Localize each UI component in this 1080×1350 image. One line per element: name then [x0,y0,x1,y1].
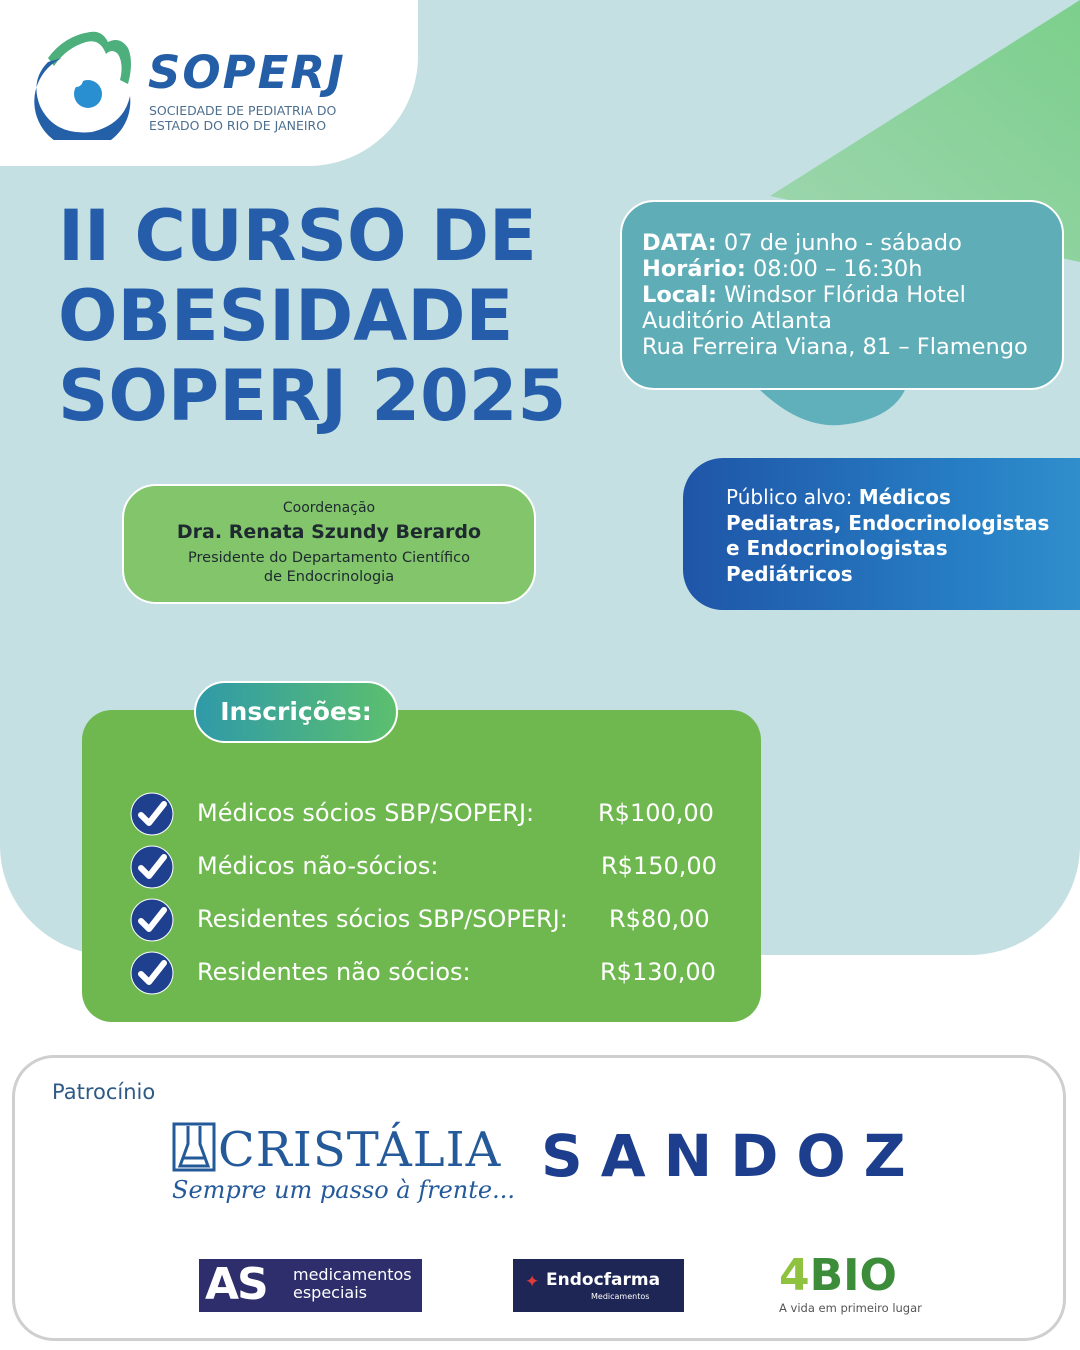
audience-line2 [726,511,1080,537]
time-line [642,256,1062,282]
star-icon: ✦ [525,1272,540,1292]
time-value: 08:00 – 16:30h [745,256,923,282]
checkmark-icon [130,898,174,942]
checkmark-icon [130,792,174,836]
date-value: 07 de junho - sábado [716,230,962,256]
logo-subtitle-line2: ESTADO DO RIO DE JANEIRO [149,118,327,133]
4bio-letters: BIO [809,1250,897,1301]
course-title-line2: OBESIDADE [58,275,514,357]
checkmark-icon [130,845,174,889]
endocfarma-sub: Medicamentos [591,1292,650,1301]
place-line3: Rua Ferreira Viana, 81 – Flamengo [642,334,1028,360]
date-key: DATA: [642,230,717,256]
soperj-logo-wordmark: SOPERJ [148,46,346,99]
audience-line3 [726,536,1080,562]
registration-label: Residentes sócios SBP/SOPERJ: [197,905,568,933]
target-audience-box [683,458,1080,610]
sandoz-logo: SANDOZ [541,1122,924,1190]
checkmark-icon [130,951,174,995]
coordinator-role [124,549,534,587]
4bio-wordmark [779,1252,897,1300]
endocfarma-logo [513,1259,684,1312]
place-line [642,282,1062,308]
cristalia-flask-icon [172,1122,216,1174]
registration-price: R$150,00 [601,852,717,880]
as-mark: AS [205,1259,267,1310]
registration-price: R$100,00 [598,799,714,827]
as-line1: medicamentos [293,1265,412,1284]
logo-subtitle [149,103,409,133]
registration-label: Médicos sócios SBP/SOPERJ: [197,799,535,827]
audience-line1-bold: Médicos [858,485,951,509]
cristalia-wordmark: CRISTÁLIA [218,1122,502,1178]
soperj-logo-icon [28,28,134,140]
event-info-box [620,200,1064,390]
audience-line2-text: Pediatras, Endocrinologistas [726,510,1050,535]
coordinator-role-line2: de Endocrinologia [263,569,395,585]
audience-line4 [726,562,1080,588]
as-text [293,1266,412,1302]
course-title-line1: II CURSO DE [58,195,537,277]
course-title-line3: SOPERJ 2025 [58,355,567,437]
logo-subtitle-line1: SOCIEDADE DE PEDIATRIA DO [149,103,337,118]
place-value: Windsor Flórida Hotel [717,282,966,308]
registration-item [130,792,730,836]
coordinator-role-line1: Presidente do Departamento Científico [188,550,470,566]
audience-line1 [726,485,1080,511]
place-key: Local: [642,282,718,308]
place-line2: Auditório Atlanta [642,308,832,334]
registration-item [130,845,730,889]
coordination-box [122,484,536,604]
date-line [642,230,1062,256]
registration-item [130,898,730,942]
coordinator-name: Dra. Renata Szundy Berardo [176,521,482,543]
endocfarma-name: Endocfarma [546,1270,661,1290]
as-medicamentos-logo [199,1259,422,1312]
registration-item [130,951,730,995]
as-line2: especiais [293,1283,368,1302]
registration-price: R$130,00 [600,958,716,986]
cristalia-slogan: Sempre um passo à frente... [172,1176,515,1204]
audience-line4-text: Pediátricos [726,561,853,586]
audience-line3-text: e Endocrinologistas [726,536,948,560]
4bio-slogan: A vida em primeiro lugar [779,1301,922,1315]
registration-label: Médicos não-sócios: [197,852,439,880]
sponsors-label: Patrocínio [52,1080,156,1104]
audience-prefix: Público alvo: [726,485,859,509]
registration-title: Inscrições: [194,681,398,743]
4bio-digit: 4 [779,1250,810,1301]
coordination-label: Coordenação [282,500,376,516]
course-title [58,196,566,436]
registration-price: R$80,00 [609,905,710,933]
time-key: Horário: [642,256,746,282]
registration-label: Residentes não sócios: [197,958,471,986]
